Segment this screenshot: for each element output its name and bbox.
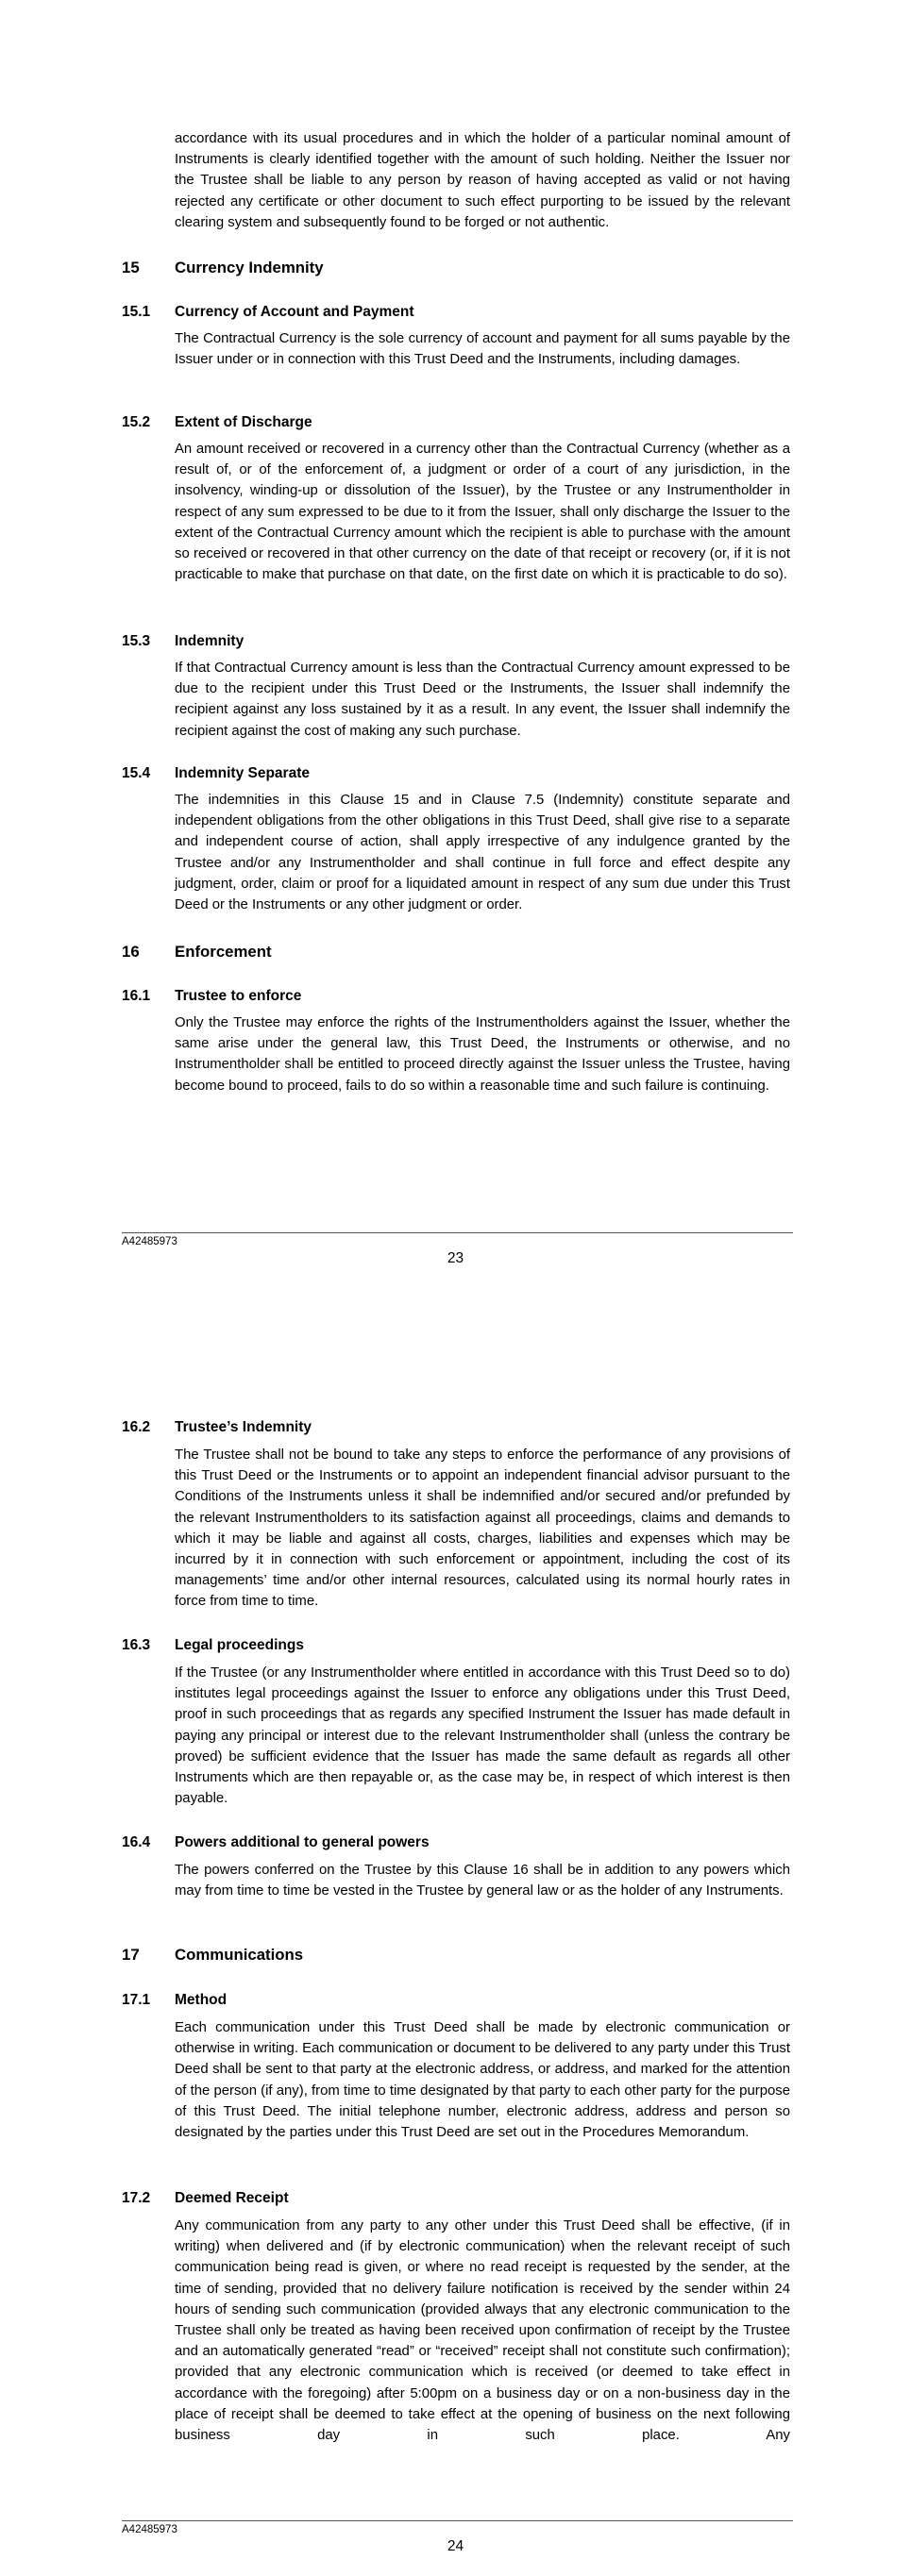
section-17-2-text: Any communication from any party to any other under this Trust Deed shall be effective, (if in writing) when delivered and (if by electronic communication) when the relevant receipt of such communication being read is given, or where no read receipt is requested by the sender, at the time of sending, provided that no delivery failure notification is received by the sender within 24 hours of sending such communication (provided always that any electronic communication to the Trustee shall only be treated as having been received upon confirmation of receipt by the Trustee and an automatically generated “read” or “received” receipt shall not constitute such confirmation); provided that any electronic communication which is received (or deemed to take effect in accordance with the foregoing) after 5:00pm on a business day or on a non-business day in the place of receipt shall be deemed to take effect at the opening of business on the next following business day in such place. Any	[175, 2218, 790, 2444]
clause-title: Communications	[175, 1946, 304, 1964]
document-reference: A42485973	[122, 2524, 177, 2535]
section-number: 15.3	[122, 633, 151, 649]
section-title: Method	[175, 1992, 228, 2008]
section-15-3-text: If that Contractual Currency amount is less than the Contractual Currency amount expressed to be due to the recipient under this Trust Deed or the Instruments, the Issuer shall indemnify the recipient against any loss sustained by it as a result. In any event, the Issuer shall indemnify the recipient against the cost of making any such purchase.	[175, 661, 790, 739]
section-number: 16.2	[122, 1419, 151, 1435]
section-number: 15.2	[122, 414, 151, 430]
section-number: 16.4	[122, 1834, 151, 1850]
section-title: Currency of Account and Payment	[175, 304, 414, 320]
section-number: 16.3	[122, 1637, 151, 1653]
section-title: Legal proceedings	[175, 1637, 304, 1653]
footer-rule	[122, 2520, 793, 2521]
section-16-4-text: The powers conferred on the Trustee by this Clause 16 shall be in addition to any powers which may from time to time be vested in the Trustee by general law or as the holder of any Instruments.	[175, 1863, 790, 1899]
section-title: Trustee to enforce	[175, 988, 302, 1004]
section-number: 17.2	[122, 2190, 151, 2206]
section-number: 17.1	[122, 1992, 151, 2008]
section-15-4-text: The indemnities in this Clause 15 and in Clause 7.5 (Indemnity) constitute separate and independent obligations from the other obligations in this Trust Deed, shall give rise to a separate and independent course of action, shall apply irrespective of any indulgence granted by the Trustee and/or any Instrumentholder and shall continue in full force and effect despite any judgment, order, claim or proof for a liquidated amount in respect of any sum due under this Trust Deed or the Instruments or any other judgment or order.	[175, 793, 790, 913]
section-15-2-text: An amount received or recovered in a currency other than the Contractual Currency (whether as a result of, or of the enforcement of, a judgment or order of a court of any jurisdiction, in the insolvency, winding-up or dissolution of the Issuer), by the Trustee or any Instrumentholder in respect of any sum expressed to be due to it from the Issuer, shall only discharge the Issuer to the extent of the Contractual Currency amount which the recipient is able to purchase with the amount so received or recovered in that other currency on the date of that receipt or recovery (or, if it is not practicable to make that purchase on that date, on the first date on which it is practicable to do so).	[175, 442, 790, 583]
section-title: Powers additional to general powers	[175, 1834, 430, 1850]
section-16-2-text: The Trustee shall not be bound to take any steps to enforce the performance of any provisions of this Trust Deed or the Instruments or to appoint an independent financial advisor pursuant to the Conditions of the Instruments unless it shall be indemnified and/or secured and/or prefunded by the relevant Instrumentholders to its satisfaction against all proceedings, claims and demands to which it may be liable and against all costs, charges, liabilities and expenses which may be incurred by it in connection with such enforcement or appointment, including the cost of its managements’ time and/or other internal resources, calculated using its normal hourly rates in force from time to time.	[175, 1447, 790, 1610]
clause-number: 17	[122, 1946, 140, 1964]
clause-number: 15	[122, 259, 140, 276]
section-15-1-text: The Contractual Currency is the sole currency of account and payment for all sums payable by the Issuer under or in connection with this Trust Deed and the Instruments, including damages.	[175, 331, 790, 368]
section-title: Trustee’s Indemnity	[175, 1419, 312, 1435]
section-16-3-text: If the Trustee (or any Instrumentholder where entitled in accordance with this Trust Deed so to do) institutes legal proceedings against the Issuer to enforce any obligations under this Trust Deed, proof in such proceedings that as regards any specified Instrument the Issuer has made default in paying any principal or interest due to the relevant Instrumentholder shall (unless the contrary be proved) be sufficient evidence that the Issuer has made the same default as regards all other Instruments which are then repayable or, as the case may be, in respect of which interest is then payable.	[175, 1665, 790, 1807]
clause-title: Enforcement	[175, 943, 272, 961]
section-17-1-text: Each communication under this Trust Deed shall be made by electronic communication or otherwise in writing. Each communication or document to be delivered to any party under this Trust Deed shall be sent to that party at the electronic address, or address, and marked for the attention of the person (if any), from time to time designated by that party to each other party for the purpose of this Trust Deed. The initial telephone number, electronic address, address and person so designated by the parties under this Trust Deed are set out in the Procedures Memorandum.	[175, 2020, 790, 2141]
document-reference: A42485973	[122, 1236, 177, 1247]
section-title: Indemnity Separate	[175, 765, 310, 781]
clause-title: Currency Indemnity	[175, 259, 324, 276]
section-16-1-text: Only the Trustee may enforce the rights of the Instrumentholders against the Issuer, whether the same arise under the general law, this Trust Deed, the Instruments or otherwise, and no Instrumentholder shall be entitled to proceed directly against the Issuer unless the Trustee, having become bound to proceed, fails to do so within a reasonable time and such failure is continuing.	[175, 1015, 790, 1094]
page-number: 24	[447, 2538, 464, 2554]
page-number: 23	[447, 1250, 464, 1266]
clause-number: 16	[122, 943, 140, 961]
section-number: 15.4	[122, 765, 151, 781]
section-title: Extent of Discharge	[175, 414, 312, 430]
continuation-paragraph: accordance with its usual procedures and in which the holder of a particular nominal amount of Instruments is clearly identified together with the amount of such holding. Neither the Issuer nor the Trustee shall be liable to any person by reason of having accepted as valid or not having rejected any certificate or other document to such effect purporting to be issued by the relevant clearing system and subsequently found to be forged or not authentic.	[175, 131, 790, 230]
section-title: Indemnity	[175, 633, 245, 649]
section-title: Deemed Receipt	[175, 2190, 289, 2206]
section-number: 15.1	[122, 304, 151, 320]
section-number: 16.1	[122, 988, 151, 1004]
